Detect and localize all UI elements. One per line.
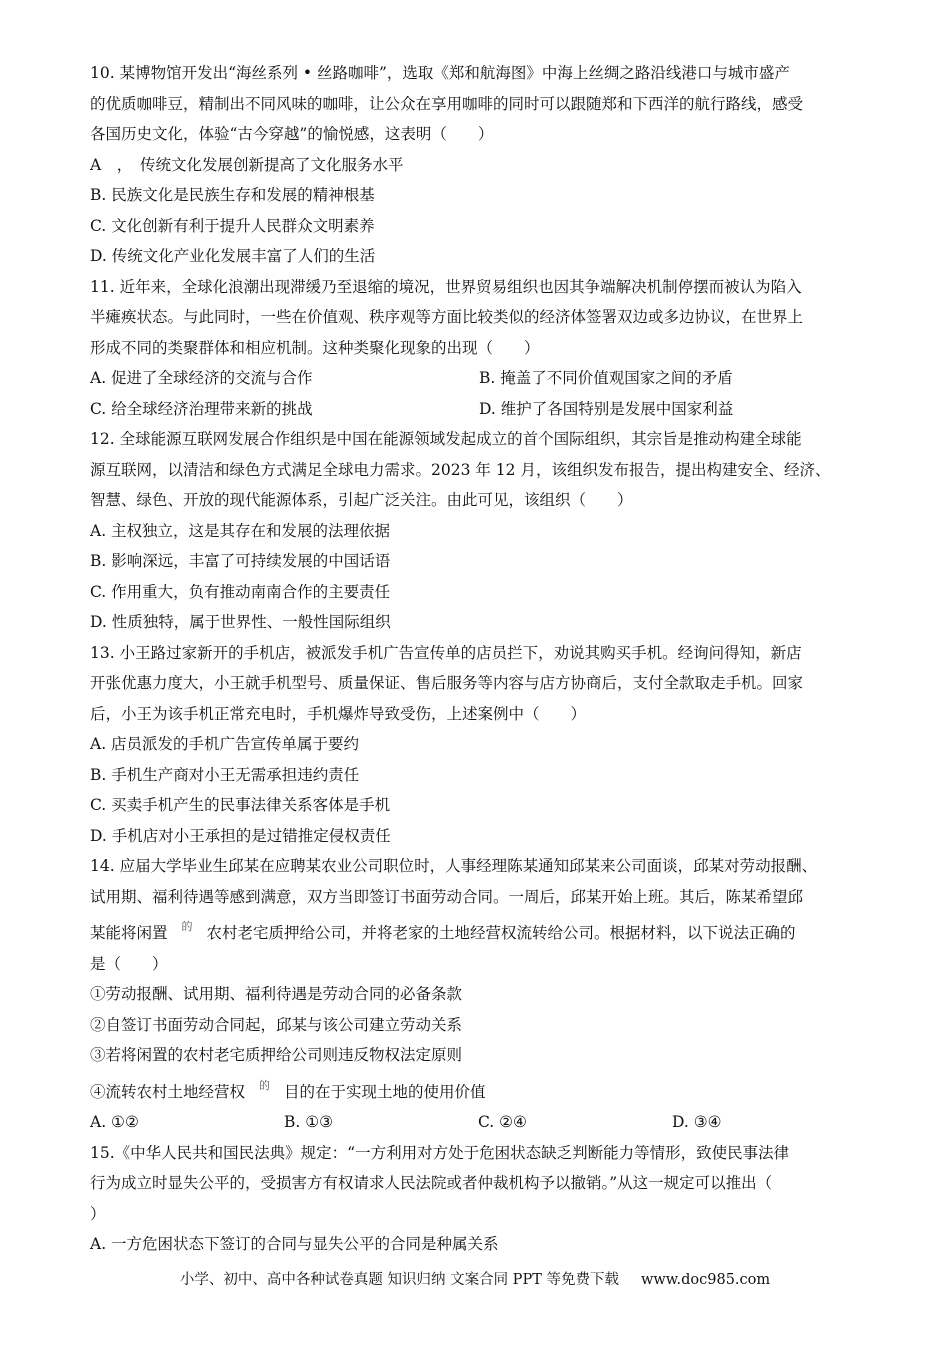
footer-url-link[interactable]: www.doc985.com bbox=[640, 1272, 771, 1288]
question-12-option-b: B. 影响深远，丰富了可持续发展的中国话语 bbox=[90, 552, 391, 570]
question-14-stem-line-3-end: 农村老宅质押给公司，并将老家的土地经营权流转给公司。根据材料，以下说法正确的 bbox=[206, 924, 796, 942]
question-10-option-b: B. 民族文化是民族生存和发展的精神根基 bbox=[90, 186, 375, 204]
question-14 bbox=[90, 851, 868, 1138]
question-11-option-c: C. 给全球经济治理带来新的挑战 bbox=[90, 399, 313, 418]
question-14-option-c: C. ②④ bbox=[478, 1113, 527, 1131]
question-12-stem-line-3: 智慧、绿色、开放的现代能源体系，引起广泛关注。由此可见，该组织（ ） bbox=[90, 491, 633, 509]
question-14-stem-line-3 bbox=[90, 912, 868, 949]
question-10-option-a: A ， 传统文化发展创新提高了文化服务水平 bbox=[90, 155, 404, 174]
question-14-particle: 的 bbox=[181, 920, 193, 933]
question-14-option-b: B. ①③ bbox=[284, 1113, 334, 1131]
question-14-stem-line-3-start: 某能将闲置 bbox=[90, 924, 168, 942]
question-12 bbox=[90, 424, 868, 638]
question-12-option-c: C. 作用重大，负有推动南南合作的主要责任 bbox=[90, 582, 391, 601]
page-footer bbox=[0, 1268, 950, 1289]
question-14-item-4-start: ④流转农村土地经营权 bbox=[90, 1082, 246, 1101]
question-11-stem-line-2: 半瘫痪状态。与此同时，一些在价值观、秩序观等方面比较类似的经济体签署双边或多边协议，在世界上 bbox=[90, 308, 804, 326]
question-10-stem-line-1: 10. 某博物馆开发出“海丝系列 • 丝路咖啡”，选取《郑和航海图》中海上丝绸之路沿线港口与城市盛产 bbox=[90, 64, 790, 82]
question-11-option-a: A. 促进了全球经济的交流与合作 bbox=[90, 369, 313, 387]
question-10-stem-line-2: 的优质咖啡豆，精制出不同风味的咖啡，让公众在享用咖啡的同时可以跟随郑和下西洋的航行路线，感受 bbox=[90, 94, 804, 113]
question-14-item-2: ②自签订书面劳动合同起，邱某与该公司建立劳动关系 bbox=[90, 1015, 463, 1034]
question-13-option-a: A. 店员派发的手机广告宣传单属于要约 bbox=[90, 735, 360, 753]
question-15-stem-line-3: ） bbox=[90, 1204, 106, 1223]
question-12-stem-line-1: 12. 全球能源互联网发展合作组织是中国在能源领域发起成立的首个国际组织，其宗旨是推动构建全球能 bbox=[90, 430, 802, 448]
question-14-item-4-end: 目的在于实现土地的使用价值 bbox=[284, 1082, 486, 1101]
question-14-stem-line-2: 试用期、福利待遇等感到满意，双方当即签订书面劳动合同。一周后，邱某开始上班。其后，陈某希望邱 bbox=[90, 887, 804, 906]
question-11-options-row-2 bbox=[90, 394, 868, 425]
question-11-stem-line-1: 11. 近年来，全球化浪潮出现滞缓乃至退缩的境况，世界贸易组织也因其争端解决机制停摆而被认为陷入 bbox=[90, 277, 802, 296]
question-13-option-c: C. 买卖手机产生的民事法律关系客体是手机 bbox=[90, 796, 391, 814]
question-11-option-b: B. 掩盖了不同价值观国家之间的矛盾 bbox=[479, 369, 733, 387]
question-15-stem-line-1: 15.《中华人民共和国民法典》规定：“一方利用对方处于危困状态缺乏判断能力等情形，致使民事法律 bbox=[90, 1143, 790, 1162]
question-12-stem-line-2: 源互联网，以清洁和绿色方式满足全球电力需求。2023 年 12 月，该组织发布报告，提出构建安全、经济、 bbox=[90, 460, 831, 479]
question-10-stem-line-3: 各国历史文化，体验“古今穿越”的愉悦感，这表明（ ） bbox=[90, 125, 494, 143]
question-13-stem-line-1: 13. 小王路过家新开的手机店，被派发手机广告宣传单的店员拦下，劝说其购买手机。经询问得知，新店 bbox=[90, 643, 802, 662]
question-11 bbox=[90, 272, 868, 425]
question-13-stem-line-2: 开张优惠力度大，小王就手机型号、质量保证、售后服务等内容与店方协商后，支付全款取走手机。回家 bbox=[90, 674, 804, 692]
question-13 bbox=[90, 638, 868, 852]
question-11-stem-line-3: 形成不同的类聚群体和相应机制。这种类聚化现象的出现（ ） bbox=[90, 338, 540, 357]
question-14-stem-line-1: 14. 应届大学毕业生邱某在应聘某农业公司职位时，人事经理陈某通知邱某来公司面谈，邱某对劳动报酬、 bbox=[90, 857, 818, 875]
exam-page bbox=[90, 58, 868, 1260]
question-10-option-c: C. 文化创新有利于提升人民群众文明素养 bbox=[90, 216, 375, 235]
question-15 bbox=[90, 1138, 868, 1260]
question-12-option-d: D. 性质独特，属于世界性、一般性国际组织 bbox=[90, 613, 391, 631]
question-14-stem-line-4: 是（ ） bbox=[90, 954, 168, 973]
question-14-item-1: ①劳动报酬、试用期、福利待遇是劳动合同的必备条款 bbox=[90, 985, 463, 1003]
question-14-item-4 bbox=[90, 1071, 868, 1108]
question-13-option-d: D. 手机店对小王承担的是过错推定侵权责任 bbox=[90, 826, 391, 845]
question-11-options-row-1 bbox=[90, 363, 868, 394]
question-13-option-b: B. 手机生产商对小王无需承担违约责任 bbox=[90, 765, 360, 784]
question-14-item-3: ③若将闲置的农村老宅质押给公司则违反物权法定原则 bbox=[90, 1046, 463, 1064]
question-10-option-d: D. 传统文化产业化发展丰富了人们的生活 bbox=[90, 247, 376, 265]
question-10 bbox=[90, 58, 868, 272]
question-15-option-a: A. 一方危困状态下签订的合同与显失公平的合同是种属关系 bbox=[90, 1235, 499, 1253]
question-13-stem-line-3: 后，小王为该手机正常充电时，手机爆炸导致受伤，上述案例中（ ） bbox=[90, 704, 587, 723]
question-14-options-row bbox=[90, 1107, 868, 1138]
question-14-item-4-particle: 的 bbox=[259, 1078, 271, 1092]
question-14-option-d: D. ③④ bbox=[672, 1113, 722, 1131]
question-12-option-a: A. 主权独立，这是其存在和发展的法理依据 bbox=[90, 521, 391, 540]
question-15-stem-line-2: 行为成立时显失公平的，受损害方有权请求人民法院或者仲裁机构予以撤销。”从这一规定可以推出（ bbox=[90, 1174, 773, 1192]
question-11-option-d: D. 维护了各国特别是发展中国家利益 bbox=[479, 399, 734, 418]
footer-text: 小学、初中、高中各种试卷真题 知识归纳 文案合同 PPT 等免费下载 bbox=[179, 1272, 619, 1288]
question-14-option-a: A. ①② bbox=[90, 1113, 139, 1131]
